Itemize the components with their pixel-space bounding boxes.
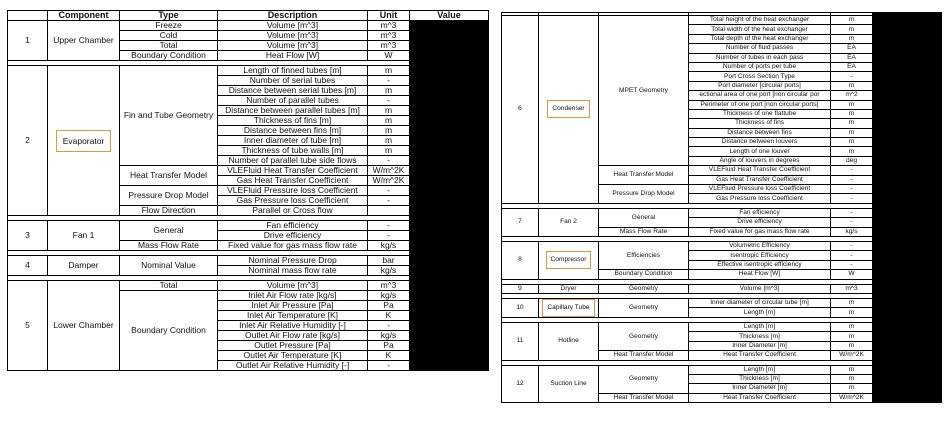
unit-cell: m xyxy=(831,374,873,383)
description-cell: VLEFluid Pressure loss Coefficient xyxy=(218,186,368,196)
description-cell: Drive efficiency xyxy=(689,218,831,227)
type-cell: Flow Direction xyxy=(120,206,218,216)
unit-cell: m^3 xyxy=(831,284,873,293)
unit-cell: - xyxy=(368,221,410,231)
unit-cell: Pa xyxy=(368,341,410,351)
unit-cell: - xyxy=(831,175,873,184)
description-cell: Distance between serial tubes [m] xyxy=(218,86,368,96)
unit-cell: Pa xyxy=(368,301,410,311)
unit-cell: - xyxy=(368,196,410,206)
unit-cell: - xyxy=(368,361,410,371)
description-cell: Length [m] xyxy=(689,365,831,374)
description-cell: Thickness of fins xyxy=(689,119,831,128)
component-number: 5 xyxy=(8,281,48,371)
table-row xyxy=(502,298,942,308)
type-cell: Geometry xyxy=(599,284,689,293)
unit-cell: W xyxy=(368,51,410,61)
value-cell[interactable] xyxy=(410,221,489,251)
unit-cell: bar xyxy=(368,256,410,266)
value-cell[interactable] xyxy=(410,21,489,61)
description-cell: Effective isentropic efficiency xyxy=(689,260,831,269)
unit-cell: - xyxy=(368,156,410,166)
description-cell: Outlet Air Temperature [K] xyxy=(218,351,368,361)
description-cell: Fixed value for gas mass flow rate xyxy=(689,227,831,236)
type-cell: Geometry xyxy=(599,365,689,393)
header-cell: Description xyxy=(218,11,368,21)
unit-cell: W/m^2K xyxy=(368,166,410,176)
type-cell: Boundary Condition xyxy=(120,291,218,371)
description-cell: Drive efficiency xyxy=(218,231,368,241)
component-number: 7 xyxy=(502,208,539,236)
description-cell: Outlet Pressure [Pa] xyxy=(218,341,368,351)
description-cell: Inlet Air Relative Humidity [-] xyxy=(218,321,368,331)
unit-cell: m^2 xyxy=(831,91,873,100)
component-name xyxy=(539,365,599,403)
description-cell: Length [m] xyxy=(689,308,831,318)
type-cell: Freeze xyxy=(120,21,218,31)
type-cell: General xyxy=(599,208,689,227)
value-cell[interactable] xyxy=(410,66,489,216)
description-cell: Total height of the heat exchanger xyxy=(689,16,831,25)
description-cell: Distance between fins xyxy=(689,128,831,137)
description-cell: Gas Pressure loss Coefficient xyxy=(689,194,831,203)
unit-cell: m xyxy=(831,147,873,156)
unit-cell: K xyxy=(368,311,410,321)
unit-cell: m xyxy=(368,146,410,156)
description-cell: Parallel or Cross flow xyxy=(218,206,368,216)
unit-cell: - xyxy=(831,218,873,227)
component-label: Lower Chamber xyxy=(53,320,114,330)
description-cell: Number of ports per tube xyxy=(689,62,831,71)
unit-cell: - xyxy=(831,194,873,203)
component-label: Evaporator xyxy=(56,130,112,152)
unit-cell: - xyxy=(831,166,873,175)
description-cell: VLEFluid Heat Transfer Coefficient xyxy=(689,166,831,175)
table-row xyxy=(8,221,489,231)
component-table-left xyxy=(7,10,489,371)
type-cell: General xyxy=(120,221,218,241)
description-cell: Thickness of one flattube xyxy=(689,109,831,118)
description-cell: Inner diameter of circular tube [m] xyxy=(689,298,831,308)
component-name xyxy=(539,208,599,236)
unit-cell: EA xyxy=(831,62,873,71)
description-cell: Inner Diameter [m] xyxy=(689,384,831,393)
description-cell: Volume [m^3] xyxy=(218,31,368,41)
type-cell: Boundary Condition xyxy=(120,51,218,61)
type-cell: Heat Transfer Model xyxy=(120,166,218,186)
component-number: 6 xyxy=(502,16,539,204)
unit-cell: - xyxy=(831,251,873,260)
description-cell: Number of serial tubes xyxy=(218,76,368,86)
unit-cell: - xyxy=(368,76,410,86)
type-cell: Geometry xyxy=(599,322,689,350)
table-row xyxy=(502,241,942,250)
component-name xyxy=(48,256,120,276)
unit-cell: m^3 xyxy=(368,21,410,31)
description-cell: Port Cross Section Type xyxy=(689,72,831,81)
unit-cell: m xyxy=(368,126,410,136)
description-cell: Heat Transfer Coefficient xyxy=(689,351,831,360)
component-number: 3 xyxy=(8,221,48,251)
description-cell: Port diameter [circular ports] xyxy=(689,81,831,90)
description-cell: Volume [m^3] xyxy=(218,21,368,31)
type-cell: Total xyxy=(120,41,218,51)
header-cell: Component xyxy=(48,11,120,21)
table-row xyxy=(502,322,942,331)
description-cell: Inlet Air Pressure [Pa] xyxy=(218,301,368,311)
description-cell: Thickness [m] xyxy=(689,374,831,383)
unit-cell: W/m^2K xyxy=(368,176,410,186)
component-name xyxy=(48,66,120,216)
unit-cell: m xyxy=(368,106,410,116)
description-cell: Gas Heat Transfer Coefficient xyxy=(218,176,368,186)
description-cell: Heat Flow [W] xyxy=(689,270,831,279)
unit-cell: m xyxy=(831,365,873,374)
value-cell[interactable] xyxy=(410,256,489,276)
unit-cell: m xyxy=(831,16,873,25)
unit-cell: W/m^2K xyxy=(831,351,873,360)
value-cell[interactable] xyxy=(873,298,942,317)
component-name xyxy=(539,322,599,360)
component-label: Upper Chamber xyxy=(53,35,114,45)
type-cell: Pressure Drop Model xyxy=(599,185,689,204)
component-number: 4 xyxy=(8,256,48,276)
component-name xyxy=(48,281,120,371)
description-cell: Fixed value for gas mass flow rate xyxy=(218,241,368,251)
component-label: Damper xyxy=(68,260,99,270)
type-cell: Fin and Tube Geometry xyxy=(120,66,218,166)
description-cell: Number of parallel tube side flows xyxy=(218,156,368,166)
description-cell: Volumetric Efficiency xyxy=(689,241,831,250)
unit-cell: m xyxy=(831,332,873,341)
type-cell: Geometry xyxy=(599,298,689,317)
type-cell: Boundary Condition xyxy=(599,270,689,279)
description-cell: Nominal Pressure Drop xyxy=(218,256,368,266)
description-cell: VLEFluid Heat Transfer Coefficient xyxy=(218,166,368,176)
description-cell: Gas Pressure loss Coefficient xyxy=(218,196,368,206)
description-cell: Inner Diameter [m] xyxy=(689,341,831,350)
description-cell: Total width of the heat exchanger xyxy=(689,25,831,34)
unit-cell: - xyxy=(368,96,410,106)
component-label: Dryer xyxy=(560,284,577,292)
unit-cell: kg/s xyxy=(368,291,410,301)
description-cell: Thickness of fins [m] xyxy=(218,116,368,126)
value-cell[interactable] xyxy=(873,241,942,279)
description-cell: Outlet Air Flow rate [kg/s] xyxy=(218,331,368,341)
component-name xyxy=(539,16,599,204)
description-cell: Number of tubes in each pass xyxy=(689,53,831,62)
unit-cell: EA xyxy=(831,53,873,62)
description-cell: Volume [m^3] xyxy=(218,41,368,51)
component-label: Suction Line xyxy=(550,379,587,387)
type-cell: Mass Flow Rate xyxy=(599,227,689,236)
table-row xyxy=(502,365,942,374)
type-cell: Total xyxy=(120,281,218,291)
unit-cell: m xyxy=(831,119,873,128)
unit-cell: m xyxy=(368,116,410,126)
type-cell: Heat Transfer Model xyxy=(599,393,689,402)
value-cell[interactable] xyxy=(873,284,942,293)
value-cell[interactable] xyxy=(873,16,942,204)
component-label: Fan 1 xyxy=(72,230,95,240)
table-row xyxy=(502,16,942,25)
unit-cell xyxy=(368,206,410,216)
description-cell: Length [m] xyxy=(689,322,831,331)
description-cell: Length of finned tubes [m] xyxy=(218,66,368,76)
table-row xyxy=(502,208,942,217)
description-cell: Inlet Air Temperature [K] xyxy=(218,311,368,321)
description-cell: Outlet Air Relative Humidity [-] xyxy=(218,361,368,371)
description-cell: Number of parallel tubes xyxy=(218,96,368,106)
unit-cell: kg/s xyxy=(368,266,410,276)
value-cell[interactable] xyxy=(873,322,942,360)
type-cell: Cold xyxy=(120,31,218,41)
unit-cell: - xyxy=(368,231,410,241)
description-cell: VLEFluid Pressure loss Coefficient xyxy=(689,185,831,194)
unit-cell: m xyxy=(831,109,873,118)
description-cell: Volume [m^3] xyxy=(218,281,368,291)
description-cell: Heat Transfer Coefficient xyxy=(689,393,831,402)
unit-cell: - xyxy=(368,321,410,331)
unit-cell: m^3 xyxy=(368,31,410,41)
type-cell: Heat Transfer Model xyxy=(599,166,689,185)
unit-cell: deg xyxy=(831,156,873,165)
component-number: 1 xyxy=(8,21,48,61)
unit-cell: m xyxy=(831,81,873,90)
table-row xyxy=(8,66,489,76)
unit-cell: - xyxy=(368,186,410,196)
unit-cell: kg/s xyxy=(831,227,873,236)
unit-cell: K xyxy=(368,351,410,361)
unit-cell: kg/s xyxy=(368,241,410,251)
header-cell: Type xyxy=(120,11,218,21)
component-label: Fan 2 xyxy=(560,218,577,226)
component-number: 12 xyxy=(502,365,539,403)
description-cell: Distance between louvers xyxy=(689,138,831,147)
header-cell: Value xyxy=(410,11,489,21)
table-row xyxy=(8,256,489,266)
description-cell: Perimeter of one port [non circular ports] xyxy=(689,100,831,109)
unit-cell: - xyxy=(831,208,873,217)
header-row xyxy=(8,11,489,21)
unit-cell: W/m^2K xyxy=(831,393,873,402)
description-cell: Nominal mass flow rate xyxy=(218,266,368,276)
description-cell: Distance between parallel tubes [m] xyxy=(218,106,368,116)
unit-cell: m xyxy=(831,138,873,147)
component-table-right xyxy=(501,12,942,403)
unit-cell: m xyxy=(831,34,873,43)
unit-cell: - xyxy=(831,185,873,194)
table-row xyxy=(502,284,942,293)
component-name xyxy=(48,21,120,61)
component-number: 8 xyxy=(502,241,539,279)
component-label: Hotline xyxy=(558,337,579,345)
component-label: Compressor xyxy=(546,251,592,269)
description-cell: Volume [m^3] xyxy=(689,284,831,293)
table-row xyxy=(8,281,489,291)
unit-cell: m xyxy=(831,322,873,331)
description-cell: Thickness [m] xyxy=(689,332,831,341)
description-cell: Angle of louvers in degrees xyxy=(689,156,831,165)
type-cell: MPET Geometry xyxy=(599,16,689,166)
unit-cell: m xyxy=(831,384,873,393)
description-cell: Heat Flow [W] xyxy=(218,51,368,61)
type-cell: Nominal Value xyxy=(120,256,218,276)
component-name xyxy=(539,284,599,293)
description-cell: ectional area of one port [non circular por xyxy=(689,91,831,100)
component-label: Capillary Tube xyxy=(542,299,594,317)
unit-cell: m xyxy=(831,128,873,137)
unit-cell: m xyxy=(368,136,410,146)
description-cell: Fan efficiency xyxy=(218,221,368,231)
unit-cell: m xyxy=(831,298,873,308)
component-name xyxy=(539,298,599,317)
unit-cell: W xyxy=(831,270,873,279)
description-cell: Isentropic Efficiency xyxy=(689,251,831,260)
unit-cell: m^3 xyxy=(368,41,410,51)
type-cell: Pressure Drop Model xyxy=(120,186,218,206)
component-name xyxy=(539,241,599,279)
description-cell: Thickness of tube walls [m] xyxy=(218,146,368,156)
unit-cell: m xyxy=(831,341,873,350)
type-cell: Mass Flow Rate xyxy=(120,241,218,251)
description-cell: Fan efficiency xyxy=(689,208,831,217)
component-number: 10 xyxy=(502,298,539,317)
unit-cell: kg/s xyxy=(368,331,410,341)
unit-cell: - xyxy=(831,72,873,81)
component-number: 2 xyxy=(8,66,48,216)
description-cell: Number of fluid passes xyxy=(689,44,831,53)
description-cell: Inlet Air Flow rate [kg/s] xyxy=(218,291,368,301)
description-cell: Length of one louver xyxy=(689,147,831,156)
unit-cell: m xyxy=(831,308,873,318)
description-cell: Inner diameter of tube [m] xyxy=(218,136,368,146)
value-cell[interactable] xyxy=(410,281,489,371)
unit-cell: m^3 xyxy=(368,281,410,291)
description-cell: Gas Heat Transfer Coefficient xyxy=(689,175,831,184)
unit-cell: - xyxy=(831,241,873,250)
component-number: 9 xyxy=(502,284,539,293)
description-cell: Distance between fins [m] xyxy=(218,126,368,136)
unit-cell: m xyxy=(831,100,873,109)
unit-cell: - xyxy=(831,260,873,269)
component-name xyxy=(48,221,120,251)
table-row xyxy=(8,21,489,31)
component-label: Condenser xyxy=(547,100,589,118)
unit-cell: m xyxy=(368,66,410,76)
unit-cell: EA xyxy=(831,44,873,53)
value-cell[interactable] xyxy=(873,365,942,403)
unit-cell: m xyxy=(368,86,410,96)
description-cell: Total depth of the heat exchanger xyxy=(689,34,831,43)
header-no xyxy=(8,11,48,21)
value-cell[interactable] xyxy=(873,208,942,236)
component-number: 11 xyxy=(502,322,539,360)
unit-cell: m xyxy=(831,25,873,34)
type-cell: Heat Transfer Model xyxy=(599,351,689,360)
header-cell: Unit xyxy=(368,11,410,21)
type-cell: Efficiencies xyxy=(599,241,689,269)
